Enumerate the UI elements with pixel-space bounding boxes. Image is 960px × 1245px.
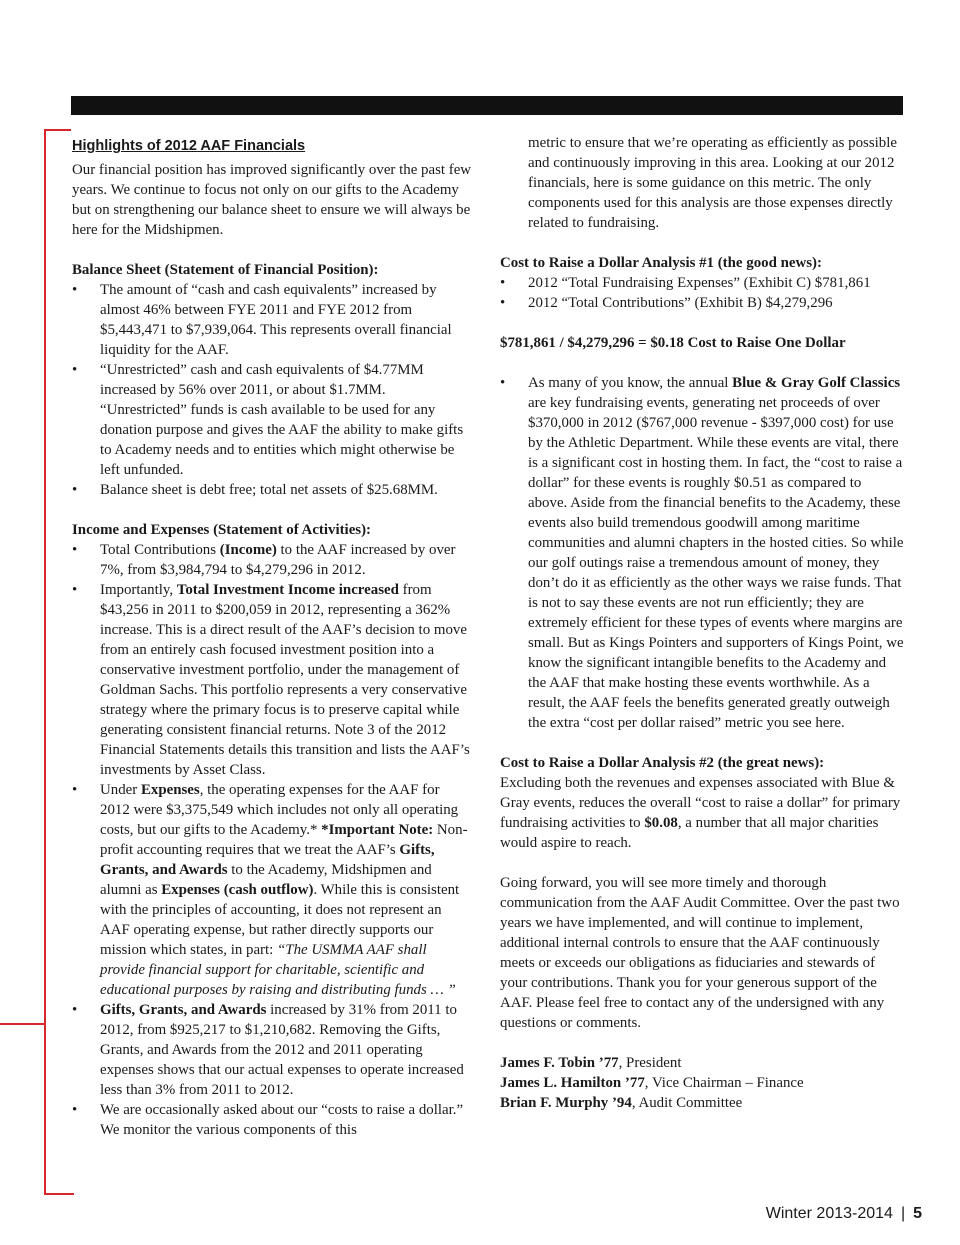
balance-sheet-title: Balance Sheet (Statement of Financial Position): <box>72 262 379 278</box>
header-bar <box>71 96 903 115</box>
list-item: • The amount of “cash and cash equivalents” increased by almost 46% between FYE 2011 and FYE 2012 from $5,443,471 to $7,939,064. This represents overall financial liquidity for the AAF. <box>72 280 472 360</box>
income-expenses-title: Income and Expenses (Statement of Activities): <box>72 522 372 538</box>
list-item: • Under Expenses, the operating expenses for the AAF for 2012 were $3,375,549 which includes not only all operating costs, but our gifts to the Academy.* *Important Note: Non-profit accounting requires that we treat the AAF’s Gifts, Grants, and Awards to the Academy, Midshipmen and alumni as Expenses (cash outflow). While this is consistent with the principles of accounting, it does not represent an AAF operating expense, but rather directly supports our mission which states, in part: “The USMMA AAF shall provide financial support for charitable, scientific and educational purposes by raising and distributing funds … ” <box>72 780 472 1000</box>
continued-paragraph: metric to ensure that we’re operating as efficiently as possible and continuously improving in this area. Looking at our 2012 financials, here is some guidance on this metric. The only components used for this analysis are those expenses directly related to fundraising. <box>528 135 897 231</box>
bracket-top-tick <box>44 129 71 131</box>
balance-sheet-list <box>72 280 472 500</box>
list-item: • Balance sheet is debt free; total net assets of $25.68MM. <box>72 480 472 500</box>
cost-formula: $781,861 / $4,279,296 = $0.18 Cost to Raise One Dollar <box>500 335 846 351</box>
list-item: • Importantly, Total Investment Income increased from $43,256 in 2011 to $200,059 in 2012, representing a 362% increase. This is a direct result of the AAF’s decision to move from an entirely cash focused investment position into a conservative investment portfolio, under the management of Goldman Sachs. This portfolio represents a very conservative strategy where the primary focus is to preserve capital while generating consistent financial returns. Note 3 of the 2012 Financial Statements details this transition and lists the AAF’s investments by Asset Class. <box>72 580 472 780</box>
golf-list <box>500 373 904 733</box>
analysis-1-list <box>500 273 904 313</box>
left-column <box>72 133 472 1140</box>
issue-label: Winter 2013-2014 <box>765 1205 893 1222</box>
income-expenses-list <box>72 540 472 1140</box>
bracket-vertical-line <box>44 129 46 1195</box>
list-item: • Total Contributions (Income) to the AAF increased by over 7%, from $3,984,794 to $4,279,296 in 2012. <box>72 540 472 580</box>
page-number: 5 <box>913 1205 922 1222</box>
signature-line: James F. Tobin ’77, President <box>500 1055 682 1071</box>
analysis-2-paragraph: Excluding both the revenues and expenses associated with Blue & Gray events, reduces the overall “cost to raise a dollar” for primary fundraising activities to $0.08, a number that all major charities would aspire to reach. <box>500 775 901 851</box>
right-column <box>500 133 904 1113</box>
bracket-bottom-tick <box>44 1193 74 1195</box>
intro-paragraph: Our financial position has improved significantly over the past few years. We continue to focus not only on our gifts to the Academy but on strengthening our balance sheet to ensure we will always be here for the Midshipmen. <box>72 162 472 238</box>
list-item: • 2012 “Total Contributions” (Exhibit B) $4,279,296 <box>500 293 904 313</box>
list-item: • 2012 “Total Fundraising Expenses” (Exhibit C) $781,861 <box>500 273 904 293</box>
signature-line: Brian F. Murphy ’94, Audit Committee <box>500 1095 743 1111</box>
page-footer <box>766 1205 922 1223</box>
signature-line: James L. Hamilton ’77, Vice Chairman – Finance <box>500 1075 804 1091</box>
section-heading: Highlights of 2012 AAF Financials <box>72 138 306 154</box>
list-item: • “Unrestricted” cash and cash equivalents of $4.77MM increased by 56% over 2011, or about $1.7MM. “Unrestricted” funds is cash available to be used for any donation purpose and gives the AAF the ability to make gifts to Academy needs and to entities which might otherwise be left unfunded. <box>72 360 472 480</box>
list-item: • Gifts, Grants, and Awards increased by 31% from 2011 to 2012, from $925,217 to $1,210,682. Removing the Gifts, Grants, and Awards from the 2012 and 2011 operating expenses shows that our actual expenses to operate increased less than 3% from 2011 to 2012. <box>72 1000 472 1100</box>
analysis-2-title: Cost to Raise a Dollar Analysis #2 (the great news): <box>500 755 825 771</box>
list-item: • As many of you know, the annual Blue & Gray Golf Classics are key fundraising events, generating net proceeds of over $370,000 in 2012 ($767,000 revenue - $397,000 cost) for use by the Athletic Department. While these events are vital, there is a significant cost in hosting them. In fact, the “cost to raise a dollar” for these events is roughly $0.51 as compared to above. Aside from the financial benefits to the Academy, these events also build tremendous goodwill among maritime communities and alumni chapters in the hosted cities. So while our golf outings raise a tremendous amount of money, they don’t do it as efficiently as the other ways we raise funds. That is not to say these events are not run efficiently; they are extremely efficient for these types of events where margins are small. But as Kings Pointers and supporters of Kings Point, we know the significant intangible benefits to the Academy and the AAF that make hosting these events worthwhile. As a result, the AAF feels the benefits generated greatly outweigh the extra “cost per dollar raised” metric you see here. <box>500 373 904 733</box>
analysis-1-title: Cost to Raise a Dollar Analysis #1 (the good news): <box>500 255 822 271</box>
closing-paragraph: Going forward, you will see more timely and thorough communication from the AAF Audit Committee. Over the past two years we have implemented, and will continue to implement, additional internal controls to ensure that the AAF continuously meets or exceeds our obligations as fiduciaries and stewards of your contributions. Thank you for your generous support of the AAF. Please feel free to contact any of the undersigned with any questions or comments. <box>500 875 900 1031</box>
list-item: • We are occasionally asked about our “costs to raise a dollar.” We monitor the various components of this <box>72 1100 472 1140</box>
footer-separator: | <box>900 1205 906 1222</box>
bracket-mid-tick <box>0 1023 46 1025</box>
